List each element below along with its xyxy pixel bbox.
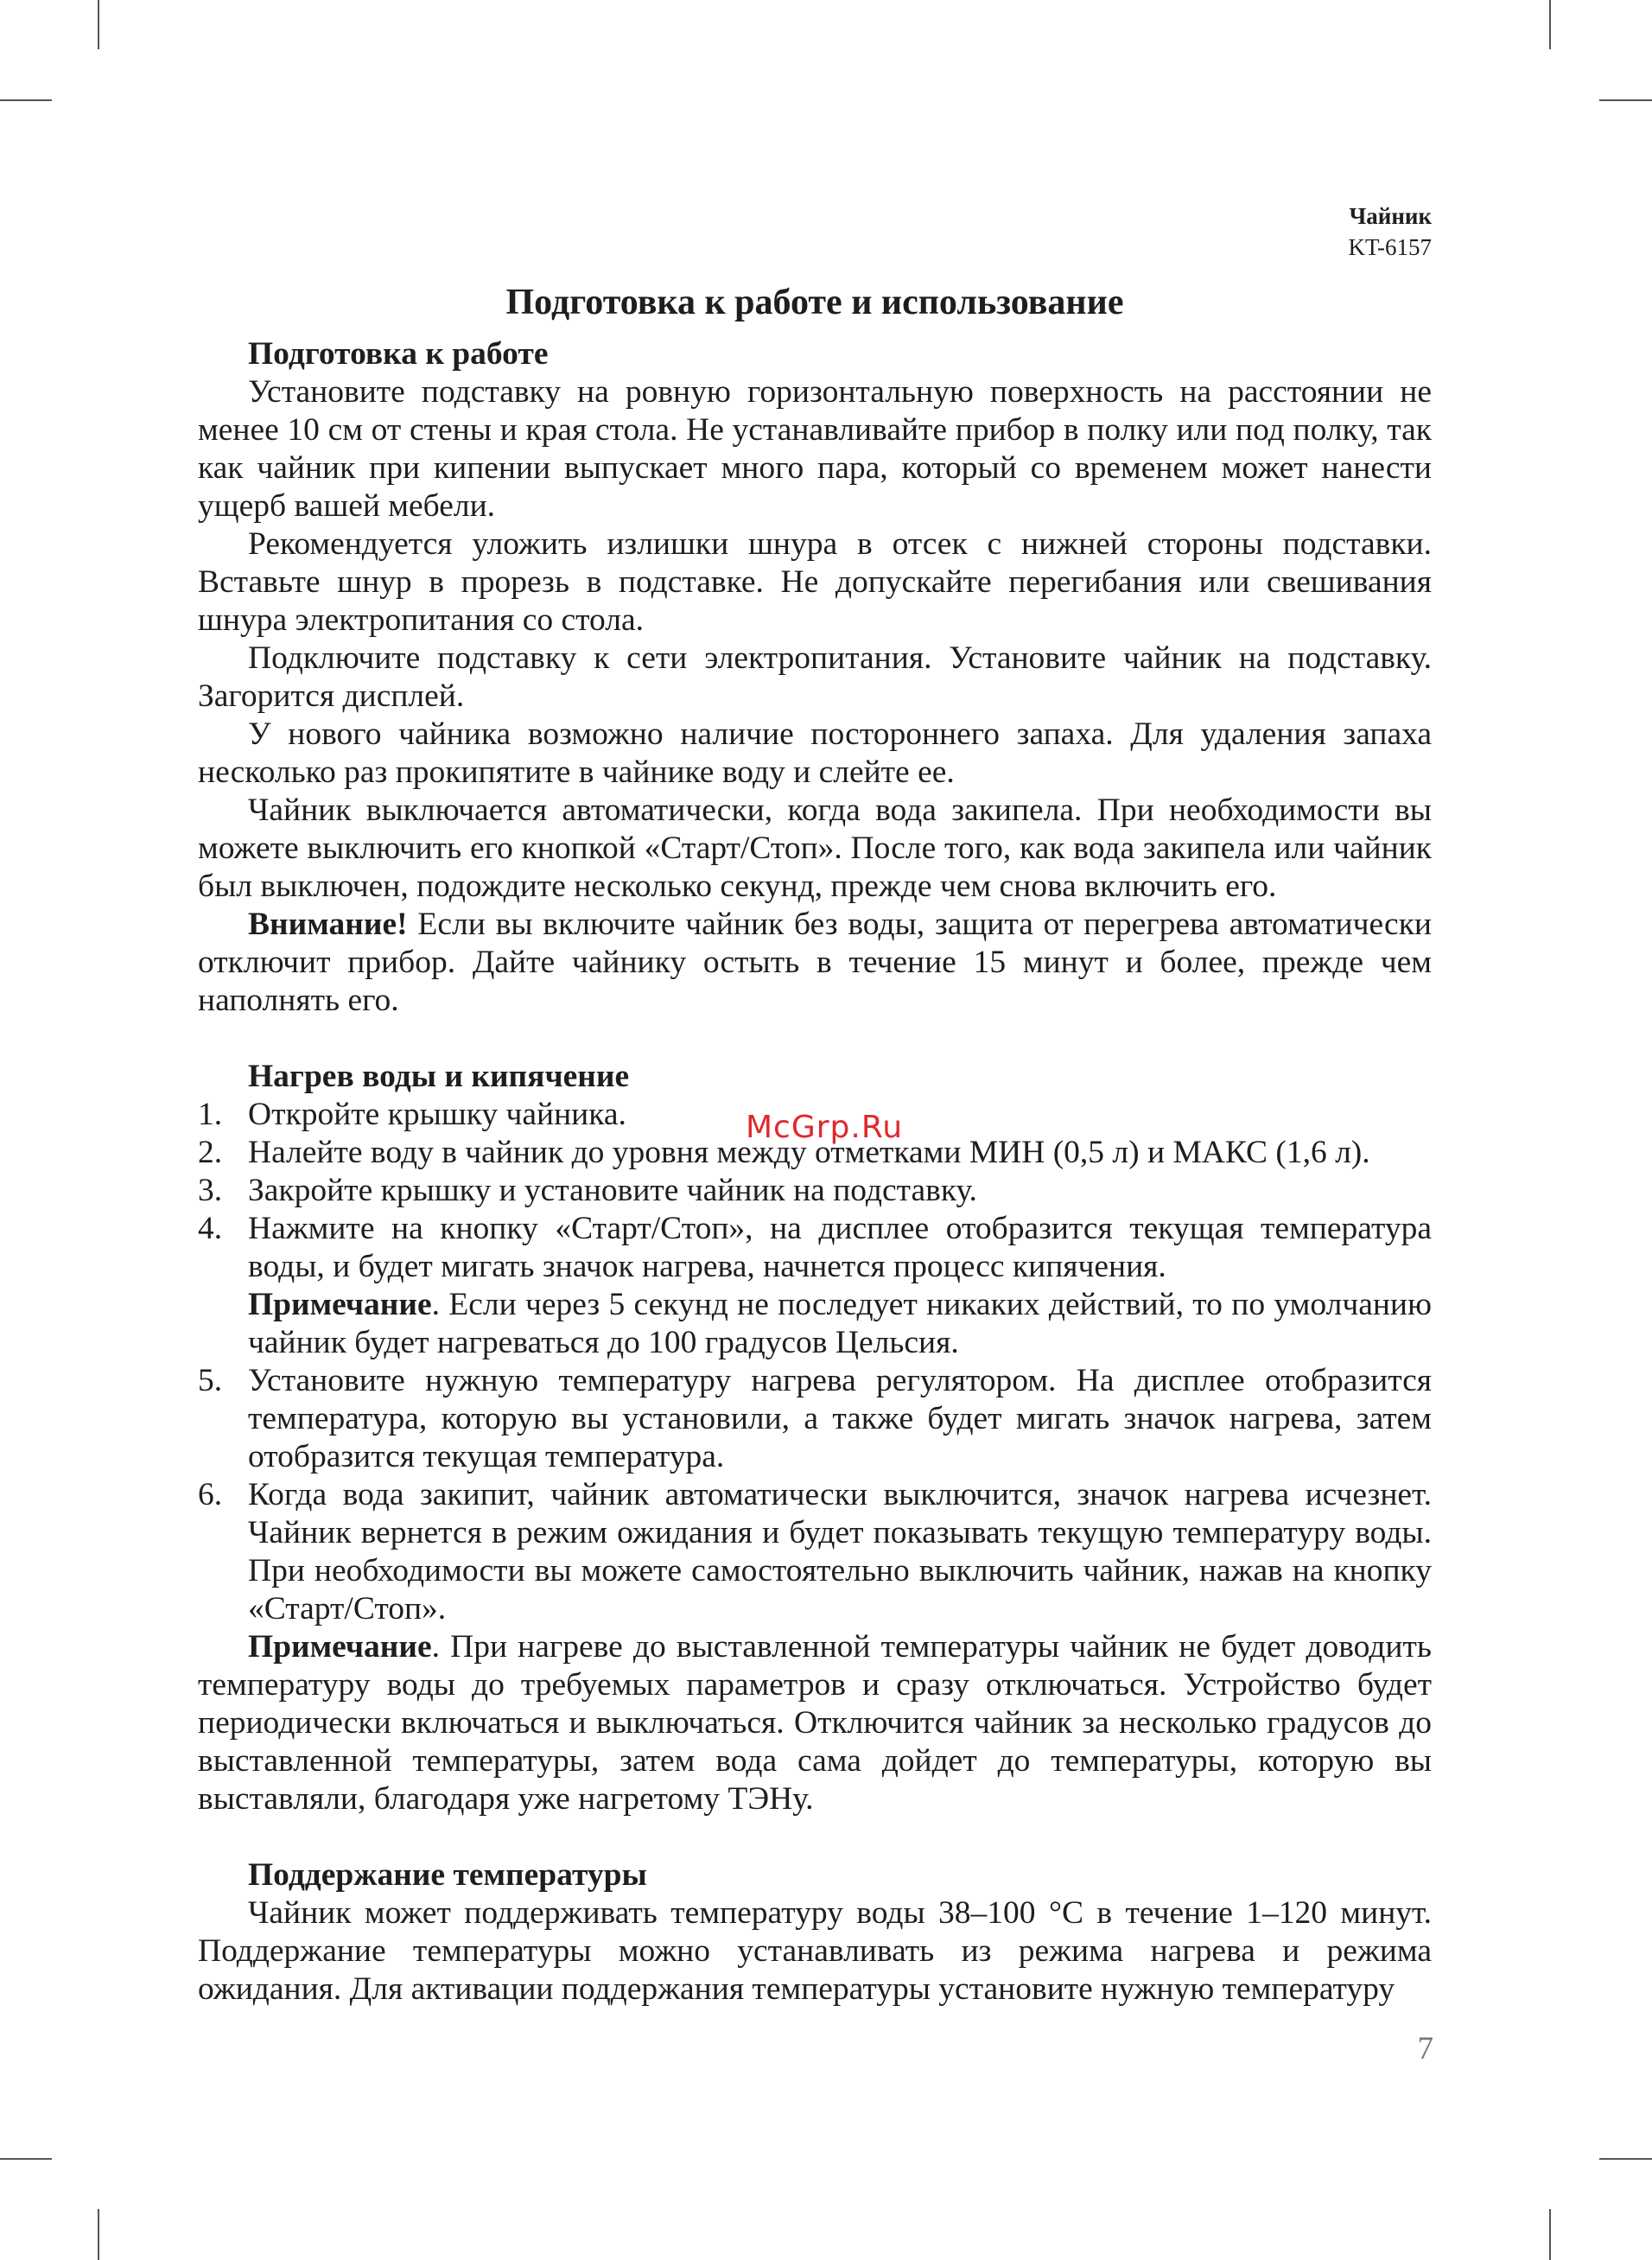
- list-item: [198, 1362, 1432, 1476]
- section-heading-boil: Нагрев воды и кипячение: [248, 1059, 630, 1094]
- note-paragraph: [198, 1628, 1432, 1818]
- steps-list: [198, 1362, 1432, 1628]
- page-body: [198, 278, 1432, 2009]
- warning-paragraph: [198, 906, 1432, 1020]
- step-number: 2.: [198, 1135, 223, 1170]
- step-text: Нажмите на кнопку «Старт/Стоп», на дисплее отобразится текущая температура воды, и будет мигать значок нагрева, начнется процесс кипячения.: [248, 1211, 1432, 1284]
- step-number: 4.: [198, 1211, 223, 1246]
- step-number: 1.: [198, 1097, 223, 1132]
- note-text: . Если через 5 секунд не последует никаких действий, то по умолчанию чайник будет нагреваться до 100 градусов Цельсия.: [248, 1287, 1432, 1360]
- list-item: [198, 1096, 1432, 1134]
- running-header: [1348, 201, 1432, 263]
- crop-mark: [0, 99, 52, 101]
- step-number: 5.: [198, 1363, 223, 1398]
- section-heading-prep: Подготовка к работе: [248, 336, 549, 372]
- list-item: [198, 1476, 1432, 1628]
- step-text: Откройте крышку чайника.: [248, 1097, 626, 1132]
- crop-mark: [0, 2158, 52, 2160]
- note-label: Примечание: [248, 1629, 432, 1665]
- section-heading-keep: Поддержание температуры: [248, 1857, 647, 1893]
- crop-mark: [1599, 99, 1652, 101]
- steps-list: [198, 1096, 1432, 1286]
- warning-label: Внимание!: [248, 907, 408, 942]
- note-paragraph: [198, 1286, 1432, 1362]
- header-model: KT-6157: [1348, 234, 1432, 260]
- crop-mark: [98, 0, 99, 49]
- spacer: [198, 1020, 1432, 1058]
- list-item: [198, 1134, 1432, 1172]
- step-text: Налейте воду в чайник до уровня между отметками МИН (0,5 л) и МАКС (1,6 л).: [248, 1135, 1370, 1170]
- crop-mark: [1549, 0, 1551, 49]
- paragraph: У нового чайника возможно наличие постороннего запаха. Для удаления запаха несколько раз прокипятите в чайнике воду и слейте ее.: [198, 716, 1432, 790]
- paragraph: Чайник может поддерживать температуру воды 38–100 °С в течение 1–120 минут. Поддержание температуры можно устанавливать из режима нагрева и режима ожидания. Для активации поддержания температуры установите нужную температуру: [198, 1895, 1432, 2007]
- step-number: 6.: [198, 1477, 223, 1512]
- crop-mark: [1549, 2209, 1551, 2260]
- paragraph: Установите подставку на ровную горизонтальную поверхность на расстоянии не менее 10 см от стены и края стола. Не устанавливайте прибор в полку или под полку, так как чайник при кипении выпускает много пара, который со временем может нанести ущерб вашей мебели.: [198, 374, 1432, 524]
- paragraph: Подключите подставку к сети электропитания. Установите чайник на подставку. Загорится дисплей.: [198, 640, 1432, 714]
- step-text: Установите нужную температуру нагрева регулятором. На дисплее отобразится температура, которую вы установили, а также будет мигать значок нагрева, затем отобразится текущая температура.: [248, 1363, 1432, 1474]
- page-number: 7: [1417, 2031, 1433, 2066]
- list-item: [198, 1210, 1432, 1286]
- header-product: Чайник: [1349, 203, 1432, 229]
- step-text: Закройте крышку и установите чайник на подставку.: [248, 1173, 977, 1208]
- crop-mark: [1599, 2158, 1652, 2160]
- list-item: [198, 1172, 1432, 1210]
- note-label: Примечание: [248, 1287, 432, 1322]
- note-text: . При нагреве до выставленной температуры чайник не будет доводить температуру воды до требуемых параметров и сразу отключаться. Устройство будет периодически включаться и выключаться. Отключится чайник за несколько градусов до выставленной температуры, затем вода сама дойдет до температуры, которую вы выставляли, благодаря уже нагретому ТЭНу.: [198, 1629, 1432, 1817]
- crop-mark: [98, 2209, 99, 2260]
- warning-text: Если вы включите чайник без воды, защита от перегрева автоматически отключит прибор. Дайте чайнику остыть в течение 15 минут и более, прежде чем наполнять его.: [198, 907, 1432, 1018]
- step-text: Когда вода закипит, чайник автоматически выключится, значок нагрева исчезнет. Чайник вернется в режим ожидания и будет показывать текущую температуру воды. При необходимости вы можете самостоятельно выключить чайник, нажав на кнопку «Старт/Стоп».: [248, 1477, 1432, 1627]
- paragraph: Рекомендуется уложить излишки шнура в отсек с нижней стороны подставки. Вставьте шнур в прорезь в подставке. Не допускайте перегибания или свешивания шнура электропитания со стола.: [198, 526, 1432, 638]
- spacer: [198, 1818, 1432, 1856]
- step-number: 3.: [198, 1173, 223, 1208]
- watermark: McGrp.Ru: [746, 1110, 904, 1145]
- paragraph: Чайник выключается автоматически, когда вода закипела. При необходимости вы можете выключить его кнопкой «Старт/Стоп». После того, как вода закипела или чайник был выключен, подождите несколько секунд, прежде чем снова включить его.: [198, 793, 1432, 904]
- page-title: Подготовка к работе и использование: [505, 283, 1124, 322]
